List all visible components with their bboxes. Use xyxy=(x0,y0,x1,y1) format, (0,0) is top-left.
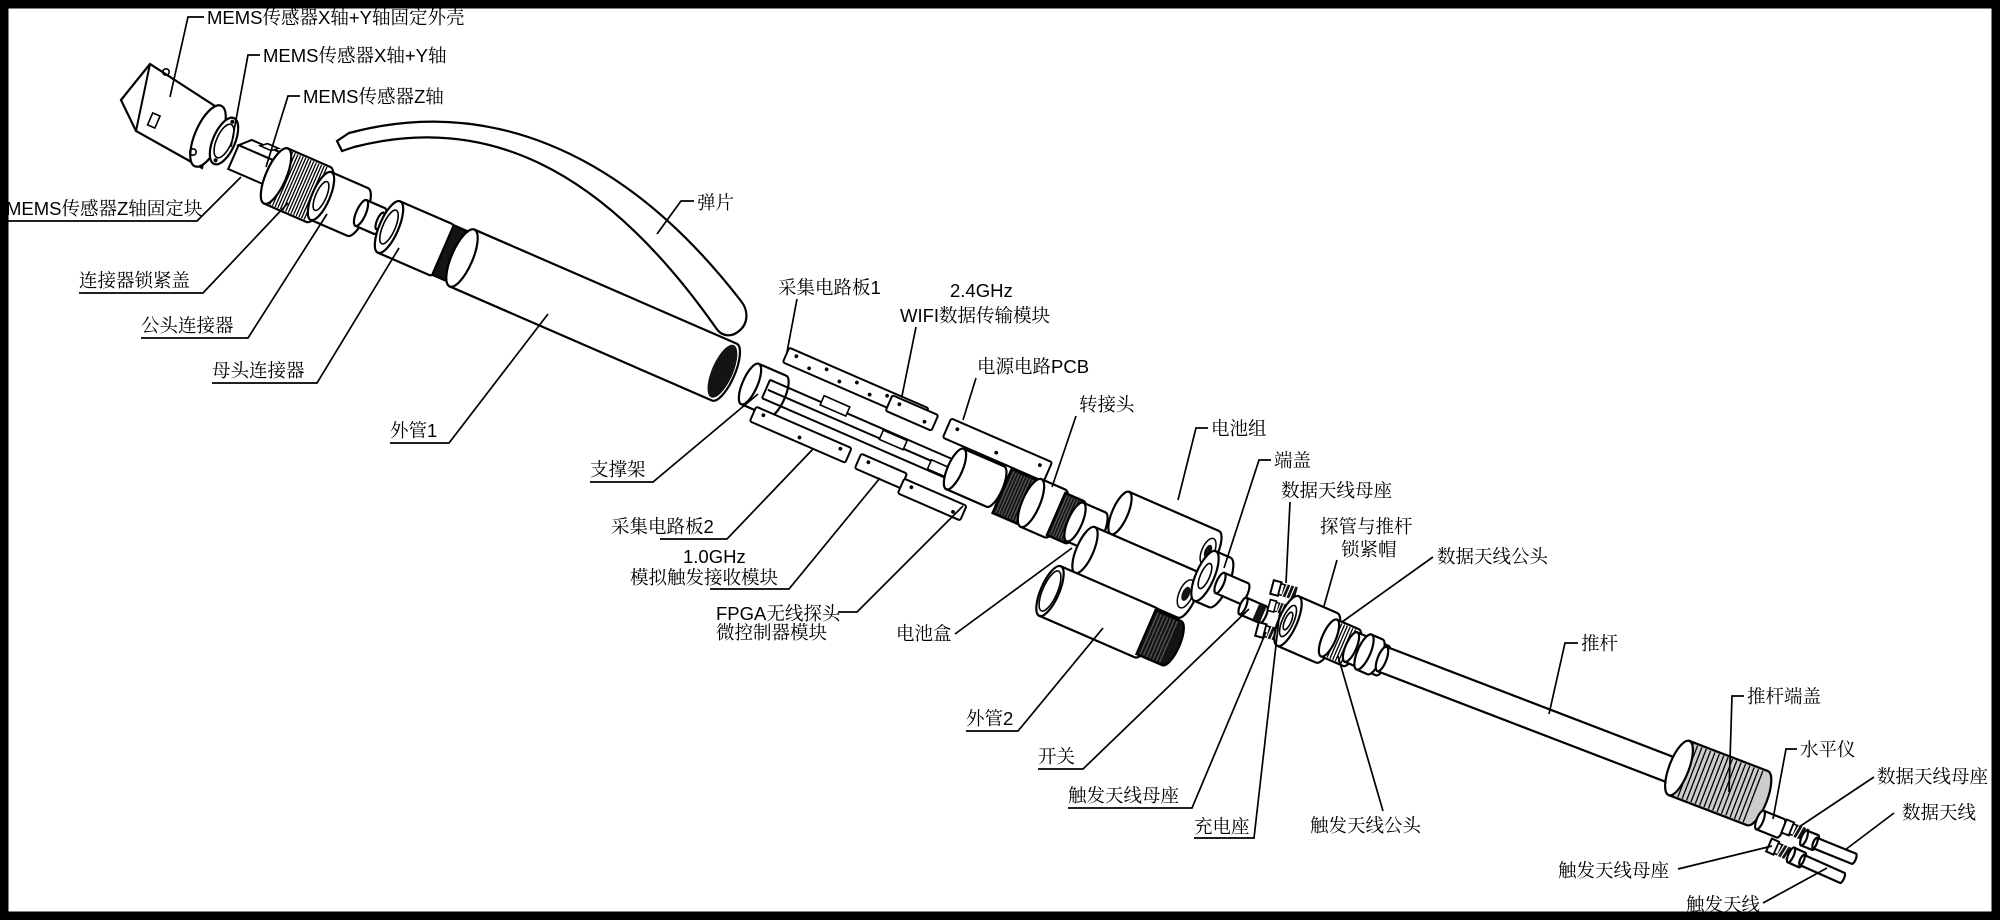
part-label-data-antenna: 数据天线 xyxy=(1902,802,1977,823)
part-label-power-pcb: 电源电路PCB xyxy=(977,356,1090,377)
part-label-mems-xy-shell: MEMS传感器X轴+Y轴固定外壳 xyxy=(207,7,465,28)
part-label-trigger-antenna: 触发天线 xyxy=(1686,894,1761,915)
part-label-male-conn: 公头连接器 xyxy=(141,315,234,336)
part-label-battery-box: 电池盒 xyxy=(896,623,952,644)
part-label-trigger-ant-socket-b: 触发天线母座 xyxy=(1558,860,1670,881)
part-label-data-ant-plug: 数据天线公头 xyxy=(1437,546,1549,567)
part-label-trigger-ant-socket-a: 触发天线母座 xyxy=(1068,785,1180,806)
part-label-conn-lock-cap: 连接器锁紧盖 xyxy=(79,270,191,291)
part-label-adapter: 转接头 xyxy=(1079,394,1135,415)
part-label-outer-tube-1: 外管1 xyxy=(390,420,438,441)
part-label-end-cap: 端盖 xyxy=(1274,450,1312,471)
part-label-locknut: 探管与推杆 xyxy=(1320,516,1413,537)
part-label-mems-xy: MEMS传感器X轴+Y轴 xyxy=(263,45,447,66)
part-label-data-ant-socket-b: 数据天线母座 xyxy=(1877,766,1989,787)
part-label-fpga-module-line2: 微控制器模块 xyxy=(716,622,828,643)
part-label-trig-rx-module-line2: 模拟触发接收模块 xyxy=(630,567,779,588)
part-label-data-ant-socket-a: 数据天线母座 xyxy=(1281,480,1393,501)
part-label-wifi-module: 2.4GHz xyxy=(950,280,1013,301)
part-label-push-rod: 推杆 xyxy=(1581,633,1619,654)
part-label-rod-end-cap: 推杆端盖 xyxy=(1747,686,1822,707)
part-label-outer-tube-2: 外管2 xyxy=(966,708,1014,729)
part-label-support-frame: 支撑架 xyxy=(590,459,646,480)
part-label-spring: 弹片 xyxy=(697,192,735,213)
part-label-switch: 开关 xyxy=(1038,746,1076,767)
part-label-charge-socket: 充电座 xyxy=(1194,816,1250,837)
part-label-battery-pack: 电池组 xyxy=(1211,418,1267,439)
part-label-level: 水平仪 xyxy=(1800,739,1856,760)
part-label-mems-z-block: MEMS传感器Z轴固定块 xyxy=(6,198,203,219)
part-label-fpga-module: FPGA无线探头 xyxy=(716,603,841,624)
part-label-trigger-ant-plug: 触发天线公头 xyxy=(1310,815,1422,836)
part-label-acq-board-2: 采集电路板2 xyxy=(611,516,714,537)
part-label-acq-board-1: 采集电路板1 xyxy=(778,277,881,298)
part-label-locknut-line2: 锁紧帽 xyxy=(1341,539,1397,560)
part-label-trig-rx-module: 1.0GHz xyxy=(683,546,746,567)
part-label-mems-z: MEMS传感器Z轴 xyxy=(303,86,444,107)
part-label-wifi-module-line2: WIFI数据传输模块 xyxy=(900,305,1051,326)
part-label-female-conn: 母头连接器 xyxy=(212,360,305,381)
